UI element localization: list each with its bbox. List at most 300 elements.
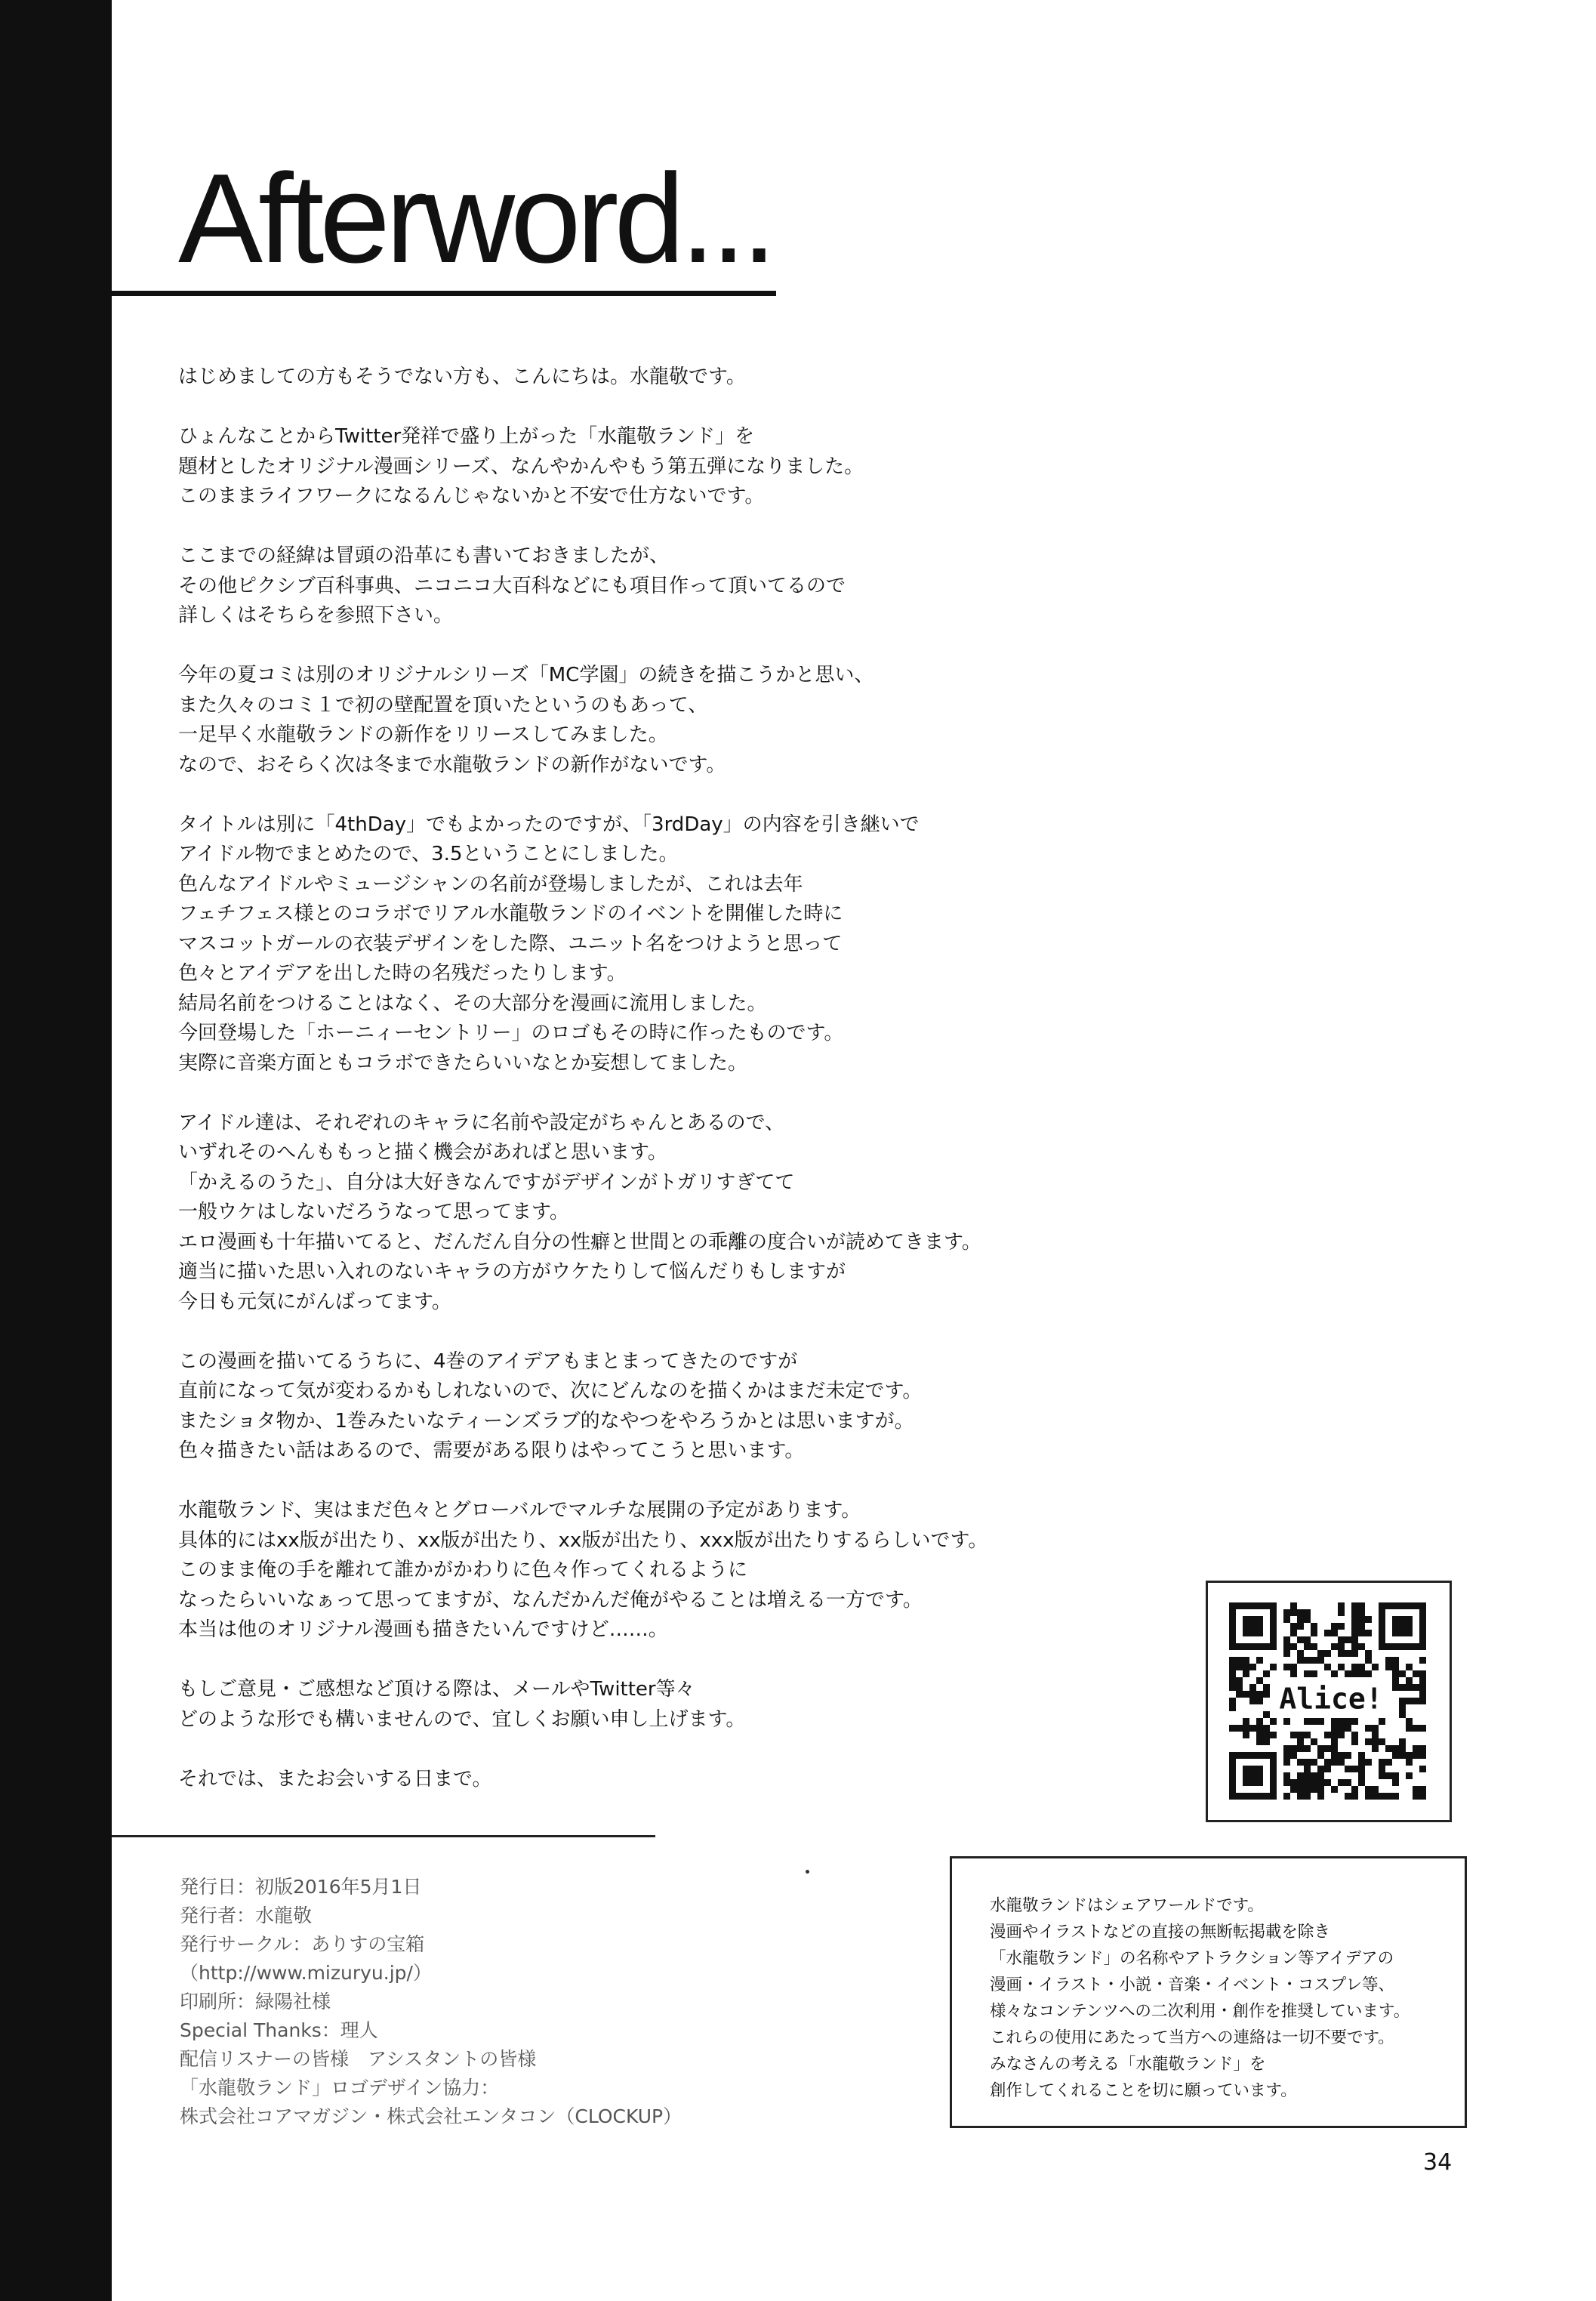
qr-module — [1229, 1698, 1236, 1704]
qr-module — [1351, 1623, 1358, 1630]
qr-module — [1324, 1745, 1331, 1752]
qr-module — [1392, 1793, 1399, 1800]
qr-module — [1229, 1684, 1236, 1691]
qr-module — [1372, 1732, 1379, 1738]
qr-module — [1229, 1670, 1236, 1677]
qr-module — [1358, 1752, 1365, 1759]
text-line: いずれそのへんももっと描く機会があればと思います。 — [178, 1141, 667, 1164]
qr-module — [1331, 1670, 1338, 1677]
qr-module — [1372, 1745, 1379, 1752]
qr-module — [1311, 1623, 1317, 1630]
qr-module — [1297, 1786, 1304, 1793]
qr-module — [1290, 1609, 1297, 1616]
qr-finder-inner — [1392, 1616, 1413, 1636]
qr-module — [1338, 1779, 1345, 1786]
qr-module — [1365, 1793, 1372, 1800]
text-line: もしご意見・ご感想など頂ける際は、メールやTwitter等々 — [178, 1678, 695, 1701]
qr-module — [1406, 1752, 1413, 1759]
text-line: アイドル物でまとめたので、3.5ということにしました。 — [178, 843, 679, 865]
text-line: またショタ物か、1巻みたいなティーンズラブ的なやつをやろうかとは思いますが。 — [178, 1409, 914, 1433]
qr-module — [1406, 1684, 1413, 1691]
qr-module — [1419, 1698, 1426, 1704]
qr-module — [1304, 1643, 1311, 1650]
qr-module — [1270, 1664, 1277, 1670]
qr-module — [1406, 1677, 1413, 1684]
qr-module — [1358, 1779, 1365, 1786]
text-line: 詳しくはそちらを参照下さい。 — [178, 604, 454, 627]
qr-module — [1331, 1738, 1338, 1745]
paragraph — [178, 1109, 1069, 1318]
qr-module — [1297, 1738, 1304, 1745]
qr-module — [1297, 1772, 1304, 1779]
qr-module — [1338, 1718, 1345, 1725]
qr-module — [1345, 1725, 1351, 1732]
notice-line: 様々なコンテンツへの二次利用・創作を推奨しています。 — [990, 2002, 1410, 2021]
qr-module — [1311, 1643, 1317, 1650]
qr-module — [1236, 1684, 1243, 1691]
qr-module — [1229, 1704, 1236, 1711]
qr-module — [1297, 1779, 1304, 1786]
text-line: エロ漫画も十年描いてると、だんだん自分の性癖と世間との乖離の度合いが読めてきます。 — [178, 1230, 981, 1254]
text-line: 色々とアイデアを出した時の名残だったりします。 — [178, 962, 627, 985]
text-line: ここまでの経緯は冒頭の沿革にも書いておきましたが、 — [178, 544, 670, 567]
colophon — [180, 1873, 682, 2131]
notice-line: 漫画・イラスト・小説・音楽・イベント・コスプレ等、 — [990, 1976, 1394, 1994]
qr-module — [1351, 1738, 1358, 1745]
qr-module — [1270, 1718, 1277, 1725]
qr-module — [1351, 1766, 1358, 1772]
qr-module — [1419, 1657, 1426, 1664]
qr-module — [1399, 1698, 1406, 1704]
qr-module — [1256, 1738, 1263, 1745]
text-line: 具体的にはxx版が出たり、xx版が出たり、xx版が出たり、xxx版が出たりするらしいです。 — [178, 1528, 988, 1552]
qr-module — [1358, 1759, 1365, 1766]
qr-module — [1311, 1786, 1317, 1793]
qr-module — [1324, 1759, 1331, 1766]
text-line: 結局名前をつけることはなく、その大部分を漫画に流用しました。 — [178, 992, 767, 1015]
qr-module — [1297, 1609, 1304, 1616]
qr-module — [1324, 1732, 1331, 1738]
qr-module — [1399, 1745, 1406, 1752]
qr-module — [1338, 1732, 1345, 1738]
qr-module — [1304, 1786, 1311, 1793]
qr-module — [1331, 1718, 1338, 1725]
qr-module — [1345, 1766, 1351, 1772]
text-line: フェチフェス様とのコラボでリアル水龍敬ランドのイベントを開催した時に — [178, 902, 843, 925]
qr-module — [1392, 1657, 1399, 1664]
qr-module — [1229, 1677, 1236, 1684]
qr-module — [1365, 1616, 1372, 1623]
qr-module — [1351, 1630, 1358, 1636]
qr-module — [1283, 1609, 1290, 1616]
text-line: 今年の夏コミは別のオリジナルシリーズ「MC学園」の続きを描こうかと思い、 — [178, 664, 874, 686]
paragraph — [178, 810, 1069, 1079]
qr-module — [1331, 1630, 1338, 1636]
qr-finder-inner — [1243, 1766, 1263, 1786]
colophon-line: 株式会社コアマガジン・株式会社エンタコン（CLOCKUP） — [180, 2105, 682, 2127]
qr-module — [1317, 1772, 1324, 1779]
qr-module — [1283, 1759, 1290, 1766]
qr-module — [1304, 1745, 1311, 1752]
qr-module — [1351, 1602, 1358, 1609]
qr-module — [1379, 1738, 1385, 1745]
qr-module — [1338, 1602, 1345, 1609]
qr-module — [1243, 1691, 1249, 1698]
qr-module — [1379, 1772, 1385, 1779]
qr-module — [1358, 1670, 1365, 1677]
qr-module — [1243, 1664, 1249, 1670]
qr-module — [1358, 1643, 1365, 1650]
qr-label: Alice! — [1279, 1682, 1383, 1716]
colophon-line: 印刷所：緑陽社様 — [180, 1991, 331, 2013]
qr-module — [1290, 1623, 1297, 1630]
paragraph — [178, 1675, 1069, 1735]
qr-module — [1419, 1670, 1426, 1677]
qr-module — [1270, 1732, 1277, 1738]
qr-module — [1311, 1657, 1317, 1664]
qr-module — [1351, 1718, 1358, 1725]
qr-module — [1413, 1670, 1419, 1677]
qr-module — [1236, 1677, 1243, 1684]
text-line: 直前になって気が変わるかもしれないので、次にどんなのを描くかはまだ未定です。 — [178, 1380, 923, 1402]
qr-module — [1419, 1725, 1426, 1732]
qr-module — [1338, 1650, 1345, 1657]
qr-module — [1413, 1793, 1419, 1800]
notice-line: これらの使用にあたって当方への連絡は一切不要です。 — [990, 2028, 1394, 2047]
qr-module — [1392, 1684, 1399, 1691]
qr-module — [1338, 1636, 1345, 1643]
qr-module — [1256, 1657, 1263, 1664]
qr-module — [1236, 1664, 1243, 1670]
colophon-line: Special Thanks：理人 — [180, 2019, 378, 2041]
qr-module — [1317, 1650, 1324, 1657]
text-line: このまま俺の手を離れて誰かがかわりに色々作ってくれるように — [178, 1559, 748, 1581]
qr-module — [1256, 1698, 1263, 1704]
qr-module — [1399, 1684, 1406, 1691]
qr-module — [1304, 1670, 1311, 1677]
qr-module — [1304, 1793, 1311, 1800]
colophon-line: 発行日：初版2016年5月1日 — [180, 1876, 422, 1898]
qr-module — [1338, 1759, 1345, 1766]
qr-module — [1365, 1670, 1372, 1677]
qr-module — [1338, 1609, 1345, 1616]
text-line: この漫画を描いてるうちに、4巻のアイデアもまとまってきたのですが — [178, 1349, 798, 1373]
qr-module — [1392, 1772, 1399, 1779]
qr-module — [1365, 1786, 1372, 1793]
qr-module — [1372, 1793, 1379, 1800]
qr-module — [1385, 1759, 1392, 1766]
qr-module — [1419, 1793, 1426, 1800]
qr-module — [1290, 1670, 1297, 1677]
qr-module — [1365, 1657, 1372, 1664]
qr-module — [1338, 1664, 1345, 1670]
text-line: マスコットガールの衣装デザインをした際、ユニット名をつけようと思って — [178, 932, 843, 955]
qr-module — [1243, 1657, 1249, 1664]
qr-module — [1406, 1664, 1413, 1670]
qr-module — [1413, 1786, 1419, 1793]
qr-module — [1392, 1664, 1399, 1670]
qr-module — [1338, 1643, 1345, 1650]
paragraph — [178, 422, 1069, 512]
qr-module — [1283, 1664, 1290, 1670]
qr-module — [1256, 1718, 1263, 1725]
qr-module — [1283, 1772, 1290, 1779]
qr-module — [1236, 1657, 1243, 1664]
qr-module — [1379, 1718, 1385, 1725]
qr-module — [1365, 1759, 1372, 1766]
qr-module — [1283, 1779, 1290, 1786]
qr-module — [1297, 1759, 1304, 1766]
paragraph — [178, 661, 1069, 780]
text-line: また久々のコミ１で初の壁配置を頂いたというのもあって、 — [178, 693, 708, 717]
notice-line: 「水龍敬ランド」の名称やアトラクション等アイデアの — [990, 1949, 1394, 1968]
qr-module — [1365, 1725, 1372, 1732]
qr-module — [1379, 1759, 1385, 1766]
qr-module — [1236, 1691, 1243, 1698]
qr-module — [1304, 1759, 1311, 1766]
text-line: 題材としたオリジナル漫画シリーズ、なんやかんやもう第五弾になりました。 — [178, 455, 864, 478]
qr-module — [1419, 1766, 1426, 1772]
qr-module — [1311, 1630, 1317, 1636]
qr-module — [1311, 1759, 1317, 1766]
page-title: Afterword... — [178, 147, 772, 289]
qr-module — [1297, 1616, 1304, 1623]
paragraph — [178, 1347, 1069, 1467]
qr-module — [1399, 1711, 1406, 1718]
qr-module — [1365, 1630, 1372, 1636]
qr-module — [1249, 1698, 1256, 1704]
qr-module — [1263, 1711, 1270, 1718]
qr-module — [1317, 1752, 1324, 1759]
colophon-line: （http://www.mizuryu.jp/） — [180, 1962, 432, 1984]
qr-module — [1297, 1623, 1304, 1630]
qr-module — [1351, 1643, 1358, 1650]
qr-module — [1413, 1725, 1419, 1732]
qr-module — [1419, 1752, 1426, 1759]
qr-module — [1283, 1636, 1290, 1643]
title-underline — [112, 291, 776, 296]
qr-module — [1283, 1650, 1290, 1657]
qr-module — [1338, 1623, 1345, 1630]
qr-module — [1345, 1650, 1351, 1657]
qr-module — [1283, 1616, 1290, 1623]
qr-module — [1256, 1725, 1263, 1732]
colophon-line: 「水龍敬ランド」ロゴデザイン協力： — [180, 2077, 500, 2099]
text-line: その他ピクシブ百科事典、ニコニコ大百科などにも項目作って頂いてるので — [178, 574, 846, 597]
text-line: 色んなアイドルやミュージシャンの名前が登場しましたが、これは去年 — [178, 872, 803, 896]
qr-module — [1406, 1759, 1413, 1766]
qr-module — [1351, 1732, 1358, 1738]
qr-module — [1229, 1664, 1236, 1670]
text-line: アイドル達は、それぞれのキャラに名前や設定がちゃんとあるので、 — [178, 1111, 785, 1134]
qr-module — [1358, 1616, 1365, 1623]
qr-module — [1331, 1623, 1338, 1630]
qr-module — [1283, 1793, 1290, 1800]
qr-code-icon — [1229, 1602, 1433, 1805]
qr-module — [1304, 1636, 1311, 1643]
qr-module — [1331, 1752, 1338, 1759]
qr-module — [1399, 1738, 1406, 1745]
qr-module — [1304, 1772, 1311, 1779]
qr-module — [1243, 1718, 1249, 1725]
qr-module — [1372, 1786, 1379, 1793]
text-line: 本当は他のオリジナル漫画も描きたいんですけど……。 — [178, 1618, 668, 1641]
text-line: はじめましての方もそうでない方も、こんにちは。水龍敬です。 — [178, 366, 746, 388]
qr-module — [1290, 1779, 1297, 1786]
qr-module — [1345, 1670, 1351, 1677]
afterword-body — [178, 362, 1069, 1794]
colophon-line: 配信リスナーの皆様 アシスタントの皆様 — [180, 2048, 537, 2070]
qr-module — [1406, 1718, 1413, 1725]
qr-module — [1331, 1745, 1338, 1752]
qr-module — [1236, 1725, 1243, 1732]
qr-code-frame[interactable] — [1206, 1581, 1452, 1822]
qr-module — [1419, 1745, 1426, 1752]
qr-module — [1358, 1602, 1365, 1609]
qr-module — [1392, 1677, 1399, 1684]
qr-module — [1358, 1772, 1365, 1779]
qr-module — [1324, 1766, 1331, 1772]
qr-module — [1297, 1636, 1304, 1643]
qr-module — [1317, 1786, 1324, 1793]
qr-module — [1413, 1698, 1419, 1704]
qr-module — [1243, 1725, 1249, 1732]
qr-module — [1358, 1630, 1365, 1636]
text-line: どのような形でも構いませんので、宜しくお願い申し上げます。 — [178, 1707, 746, 1731]
qr-module — [1379, 1793, 1385, 1800]
qr-module — [1358, 1664, 1365, 1670]
text-line: 一足早く水龍敬ランドの新作をリリースしてみました。 — [178, 723, 668, 746]
text-line: 水龍敬ランド、実はまだ色々とグローバルでマルチな展開の予定があります。 — [178, 1499, 861, 1522]
text-line: なったらいいなぁって思ってますが、なんだかんだ俺がやることは増える一方です。 — [178, 1588, 923, 1612]
qr-module — [1351, 1786, 1358, 1793]
qr-module — [1317, 1779, 1324, 1786]
qr-module — [1351, 1793, 1358, 1800]
qr-module — [1290, 1602, 1297, 1609]
qr-module — [1406, 1772, 1413, 1779]
qr-module — [1297, 1745, 1304, 1752]
colophon-divider — [112, 1835, 655, 1837]
qr-module — [1399, 1752, 1406, 1759]
qr-module — [1317, 1718, 1324, 1725]
text-line: このままライフワークになるんじゃないかと不安で仕方ないです。 — [178, 485, 765, 507]
qr-module — [1249, 1684, 1256, 1691]
qr-module — [1385, 1657, 1392, 1664]
qr-module — [1311, 1779, 1317, 1786]
qr-module — [1290, 1630, 1297, 1636]
qr-module — [1406, 1698, 1413, 1704]
qr-module — [1317, 1745, 1324, 1752]
qr-module — [1304, 1779, 1311, 1786]
qr-module — [1358, 1623, 1365, 1630]
qr-module — [1413, 1684, 1419, 1691]
qr-module — [1331, 1786, 1338, 1793]
qr-module — [1256, 1677, 1263, 1684]
qr-module — [1338, 1752, 1345, 1759]
qr-module — [1399, 1670, 1406, 1677]
qr-module — [1283, 1752, 1290, 1759]
qr-module — [1256, 1691, 1263, 1698]
qr-module — [1324, 1779, 1331, 1786]
text-line: 一般ウケはしないだろうなって思ってます。 — [178, 1201, 569, 1223]
qr-module — [1338, 1725, 1345, 1732]
qr-module — [1311, 1772, 1317, 1779]
text-line: 「かえるのうた」、自分は大好きなんですがデザインがトガリすぎてて — [178, 1171, 795, 1194]
black-spine-bar — [0, 0, 112, 2301]
notice-line: 創作してくれることを切に願っています。 — [990, 2081, 1297, 2100]
qr-module — [1351, 1636, 1358, 1643]
qr-module — [1419, 1786, 1426, 1793]
qr-module — [1283, 1718, 1290, 1725]
paragraph — [178, 362, 1069, 393]
text-line: 適当に描いた思い入れのないキャラの方がウケたりして悩んだりもしますが — [178, 1260, 846, 1283]
qr-module — [1256, 1732, 1263, 1738]
qr-module — [1304, 1657, 1311, 1664]
qr-module — [1345, 1779, 1351, 1786]
notice-text — [990, 1892, 1410, 2104]
qr-module — [1392, 1779, 1399, 1786]
qr-module — [1385, 1745, 1392, 1752]
notice-line: 漫画やイラストなどの直接の無断転掲載を除き — [990, 1923, 1330, 1942]
text-line: それでは、またお会いする日まで。 — [178, 1767, 492, 1791]
qr-module — [1351, 1650, 1358, 1657]
qr-module — [1304, 1732, 1311, 1738]
qr-module — [1229, 1657, 1236, 1664]
qr-module — [1290, 1732, 1297, 1738]
qr-module — [1283, 1643, 1290, 1650]
qr-module — [1249, 1691, 1256, 1698]
qr-module — [1331, 1759, 1338, 1766]
qr-module — [1290, 1664, 1297, 1670]
qr-module — [1358, 1766, 1365, 1772]
qr-module — [1419, 1691, 1426, 1698]
qr-module — [1406, 1725, 1413, 1732]
qr-module — [1249, 1725, 1256, 1732]
qr-module — [1263, 1684, 1270, 1691]
qr-module — [1345, 1718, 1351, 1725]
qr-module — [1379, 1766, 1385, 1772]
qr-module — [1297, 1657, 1304, 1664]
qr-finder-inner — [1243, 1616, 1263, 1636]
qr-module — [1365, 1738, 1372, 1745]
text-line: 色々描きたい話はあるので、需要がある限りはやってこうと思います。 — [178, 1439, 805, 1462]
notice-line: みなさんの考える「水龍敬ランド」を — [990, 2055, 1266, 2074]
qr-module — [1304, 1616, 1311, 1623]
qr-module — [1297, 1650, 1304, 1657]
qr-module — [1331, 1732, 1338, 1738]
stray-mark — [806, 1870, 809, 1874]
qr-module — [1413, 1752, 1419, 1759]
text-line: 今日も元気にがんばってます。 — [178, 1290, 451, 1313]
qr-module — [1324, 1630, 1331, 1636]
qr-module — [1392, 1670, 1399, 1677]
qr-module — [1304, 1718, 1311, 1725]
qr-module — [1304, 1609, 1311, 1616]
qr-module — [1297, 1793, 1304, 1800]
qr-module — [1311, 1718, 1317, 1725]
qr-module — [1297, 1732, 1304, 1738]
qr-module — [1263, 1732, 1270, 1738]
qr-module — [1304, 1766, 1311, 1772]
qr-module — [1290, 1745, 1297, 1752]
qr-module — [1345, 1752, 1351, 1759]
qr-module — [1243, 1732, 1249, 1738]
page-number: 34 — [1423, 2149, 1453, 2176]
qr-module — [1351, 1609, 1358, 1616]
qr-module — [1372, 1725, 1379, 1732]
text-line: タイトルは別に「4thDay」でもよかったのですが、「3rdDay」の内容を引き継いで — [178, 813, 920, 836]
qr-module — [1351, 1616, 1358, 1623]
